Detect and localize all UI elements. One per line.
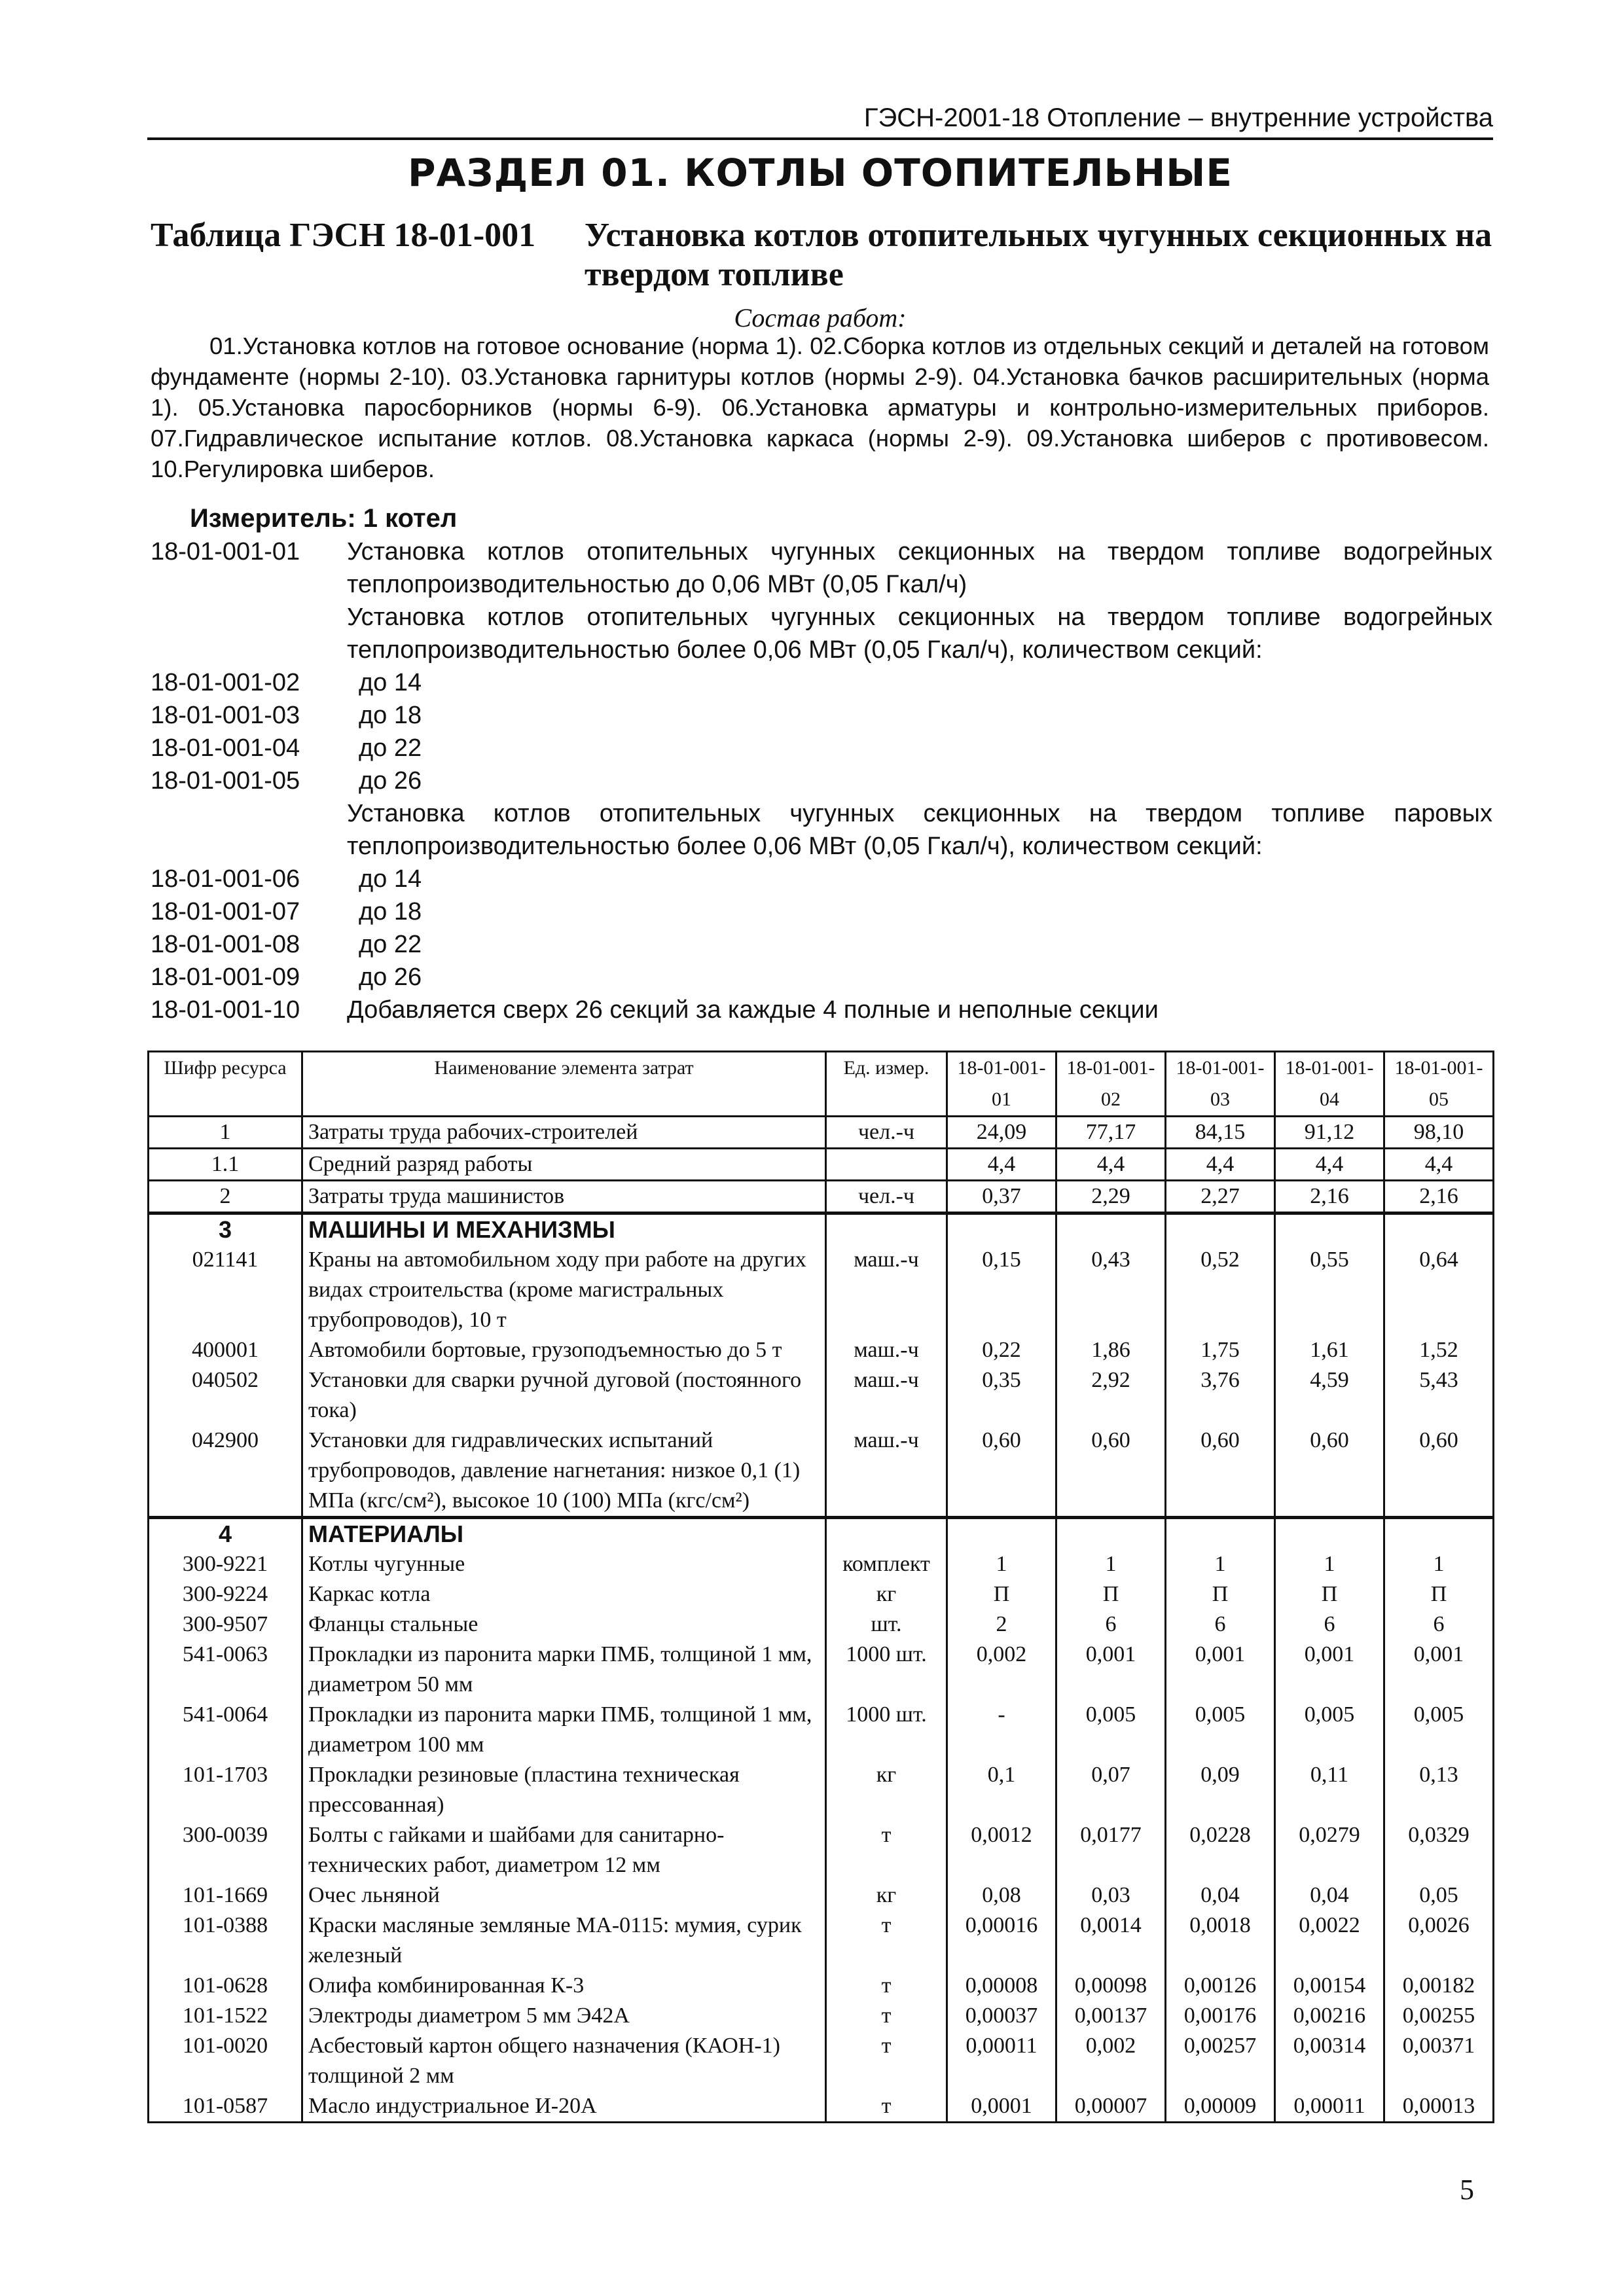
resource-name: Прокладки резиновые (пластина техническая прессованная) [302,1760,826,1820]
resource-value: 0,04 [1275,1880,1384,1911]
resource-value: 2,16 [1384,1181,1494,1213]
resource-value [1056,1213,1166,1246]
resource-value: 0,00182 [1384,1971,1494,2001]
resource-value: 0,00037 [947,2001,1056,2031]
resource-code: 042900 [149,1426,302,1518]
norm-code: 18-01-001-09 [151,963,300,991]
resource-value: 6 [1275,1609,1384,1640]
table-row [149,1609,1494,1640]
resource-value: 2,16 [1275,1181,1384,1213]
resource-value: 0,08 [947,1880,1056,1911]
resource-value: 0,005 [1166,1700,1275,1760]
resource-name: Каркас котла [302,1579,826,1609]
resource-name: Олифа комбинированная К-3 [302,1971,826,2001]
resource-value: 77,17 [1056,1117,1166,1149]
resource-value: 1,75 [1166,1335,1275,1365]
norm-code: 18-01-001-06 [151,865,300,893]
resource-value: 0,002 [1056,2031,1166,2091]
norm-code [151,797,347,863]
norm-row [151,535,1492,601]
norm-row [151,928,1492,961]
table-row [149,1426,1494,1518]
resource-name: Краски масляные земляные МА-0115: мумия, сурик железный [302,1911,826,1971]
norm-row [151,994,1492,1026]
resource-name: Масло индустриальное И-20А [302,2091,826,2123]
norm-text: Установка котлов отопительных чугунных секционных на твердом топливе водогрейных теплопроизводительностью до 0,06 МВт (0,05 Гкал/ч) [347,538,1492,598]
resource-code: 541-0064 [149,1700,302,1760]
resource-name: Асбестовый картон общего назначения (КАОН-1) толщиной 2 мм [302,2031,826,2091]
norm-text: до 26 [359,767,422,795]
resource-code: 101-1669 [149,1880,302,1911]
resource-value: 0,00007 [1056,2091,1166,2123]
resource-code: 300-9221 [149,1549,302,1579]
resource-code: 4 [149,1518,302,1550]
resource-value: 0,00009 [1166,2091,1275,2123]
resource-value: 0,00008 [947,1971,1056,2001]
resource-unit: маш.-ч [826,1335,947,1365]
resource-value: 0,00098 [1056,1971,1166,2001]
table-row [149,1911,1494,1971]
norm-text: до 18 [359,702,422,729]
resource-unit: чел.-ч [826,1117,947,1149]
resource-name: МАШИНЫ И МЕХАНИЗМЫ [302,1213,826,1246]
resource-value: 0,00126 [1166,1971,1275,2001]
resource-unit: т [826,1820,947,1880]
norm-text: до 26 [359,963,422,991]
norm-code: 18-01-001-01 [151,538,300,566]
norm-row [151,863,1492,895]
header-norm: 18-01-001-01 [947,1052,1056,1117]
resource-value: 3,76 [1166,1365,1275,1426]
resource-name: Краны на автомобильном ходу при работе на других видах строительства (кроме магистральных трубопроводов), 10 т [302,1245,826,1335]
header-code: Шифр ресурса [149,1052,302,1117]
composition-text: 01.Установка котлов на готовое основание (норма 1). 02.Сборка котлов из отдельных секций и деталей на готовом фундаменте (нормы 2-10). 03.Установка гарнитуры котлов (нормы 2-9). 04.Установка бачков расширительных (норма 1). 05.Установка паросборников (нормы 6-9). 06.Установка арматуры и контрольно-измерительных приборов. 07.Гидравлическое испытание котлов. 08.Установка каркаса (нормы 2-9). 09.Установка шиберов с противовесом. 10.Регулировка шиберов. [151,332,1489,482]
resource-value: 0,00137 [1056,2001,1166,2031]
resource-value: 0,1 [947,1760,1056,1820]
resource-value: 0,0329 [1384,1820,1494,1880]
resource-value: 0,005 [1056,1700,1166,1760]
table-row [149,1760,1494,1820]
resource-value [1275,1518,1384,1550]
resource-value: 4,4 [1166,1149,1275,1181]
table-row [149,1117,1494,1149]
table-row [149,2001,1494,2031]
resource-value: 0,00011 [947,2031,1056,2091]
resource-value: 0,001 [1275,1640,1384,1700]
resource-code: 101-0587 [149,2091,302,2123]
norm-row [151,895,1492,928]
resource-unit: шт. [826,1609,947,1640]
resource-value: 2,29 [1056,1181,1166,1213]
resource-name: Фланцы стальные [302,1609,826,1640]
resource-value: 0,60 [947,1426,1056,1518]
norm-text: до 18 [359,898,422,925]
resource-value: 1 [1384,1549,1494,1579]
norm-row [151,666,1492,699]
table-row [149,2091,1494,2123]
resource-value [1166,1518,1275,1550]
table-header-row [149,1052,1494,1117]
resource-value: 0,13 [1384,1760,1494,1820]
resource-value: 4,59 [1275,1365,1384,1426]
table-row [149,1181,1494,1213]
norm-row [151,699,1492,732]
resource-value: 0,00314 [1275,2031,1384,2091]
norm-code: 18-01-001-07 [151,898,300,925]
resource-value: 0,60 [1166,1426,1275,1518]
norm-code: 18-01-001-03 [151,702,300,729]
resource-value: 0,03 [1056,1880,1166,1911]
table-row [149,1880,1494,1911]
norm-text: Добавляется сверх 26 секций за каждые 4 полные и неполные секции [347,996,1159,1024]
meter-label: Измеритель: 1 котел [190,504,458,533]
resource-code: 040502 [149,1365,302,1426]
running-head: ГЭСН-2001-18 Отопление – внутренние устройства [147,98,1493,140]
resource-value: 0,04 [1166,1880,1275,1911]
resource-name: Установки для сварки ручной дуговой (постоянного тока) [302,1365,826,1426]
resource-value [1166,1213,1275,1246]
resource-value: 0,0001 [947,2091,1056,2123]
header-norm: 18-01-001-04 [1275,1052,1384,1117]
resource-value: 0,00176 [1166,2001,1275,2031]
resource-code: 021141 [149,1245,302,1335]
resource-value: 4,4 [1384,1149,1494,1181]
table-row [149,1549,1494,1579]
resource-value: 1,86 [1056,1335,1166,1365]
resource-value: 2 [947,1609,1056,1640]
resource-unit: маш.-ч [826,1245,947,1335]
table-row [149,1640,1494,1700]
resource-value: 0,05 [1384,1880,1494,1911]
table-row [149,1245,1494,1335]
resource-name: Котлы чугунные [302,1549,826,1579]
resource-unit: маш.-ч [826,1426,947,1518]
resource-value: 0,43 [1056,1245,1166,1335]
resource-unit: 1000 шт. [826,1700,947,1760]
resource-unit: т [826,2091,947,2123]
resource-value: 0,005 [1275,1700,1384,1760]
resource-unit: чел.-ч [826,1181,947,1213]
norm-row [151,797,1492,863]
resource-value: 0,00255 [1384,2001,1494,2031]
resource-value: 5,43 [1384,1365,1494,1426]
resource-value: 0,001 [1384,1640,1494,1700]
resource-value [1384,1518,1494,1550]
resource-value: 0,0279 [1275,1820,1384,1880]
resource-value: 6 [1056,1609,1166,1640]
resource-code: 2 [149,1181,302,1213]
resource-code: 1 [149,1117,302,1149]
resource-value: П [1056,1579,1166,1609]
resource-value: 0,09 [1166,1760,1275,1820]
table-caption-label: Таблица ГЭСН 18-01-001 [151,217,536,254]
resource-unit: т [826,2001,947,2031]
resource-value [947,1518,1056,1550]
norm-text: до 22 [359,734,422,762]
resource-value: 1,61 [1275,1335,1384,1365]
norm-code: 18-01-001-08 [151,931,300,958]
resource-value: 0,60 [1384,1426,1494,1518]
resource-value: 0,0177 [1056,1820,1166,1880]
resource-name: Автомобили бортовые, грузоподъемностью до 5 т [302,1335,826,1365]
resource-value: 0,11 [1275,1760,1384,1820]
resource-value: 1 [1166,1549,1275,1579]
resource-value: 1 [1275,1549,1384,1579]
resource-value: 0,37 [947,1181,1056,1213]
resource-value: 0,00216 [1275,2001,1384,2031]
resource-value: 0,00371 [1384,2031,1494,2091]
composition-title: Состав работ: [734,303,907,332]
resource-code: 3 [149,1213,302,1246]
resource-value: 0,55 [1275,1245,1384,1335]
resource-value: 0,00016 [947,1911,1056,1971]
resource-code: 541-0063 [149,1640,302,1700]
resource-name: Очес льняной [302,1880,826,1911]
resource-unit: кг [826,1579,947,1609]
table-row [149,1518,1494,1550]
resource-code: 400001 [149,1335,302,1365]
table-row [149,2031,1494,2091]
resource-value: 91,12 [1275,1117,1384,1149]
resource-unit: кг [826,1760,947,1820]
resource-unit [826,1518,947,1550]
resource-unit: т [826,1911,947,1971]
resource-value [1275,1213,1384,1246]
resource-name: Затраты труда рабочих-строителей [302,1117,826,1149]
resource-code: 300-9507 [149,1609,302,1640]
resource-value: П [1384,1579,1494,1609]
resource-value [947,1213,1056,1246]
norm-row [151,961,1492,994]
resource-value: П [1275,1579,1384,1609]
header-unit: Ед. измер. [826,1052,947,1117]
resource-value: 6 [1166,1609,1275,1640]
resource-value: 0,60 [1275,1426,1384,1518]
resource-name: Прокладки из паронита марки ПМБ, толщиной 1 мм, диаметром 50 мм [302,1640,826,1700]
table-row [149,1820,1494,1880]
resource-value: 2,27 [1166,1181,1275,1213]
resource-value: 0,0012 [947,1820,1056,1880]
resource-value: 0,001 [1166,1640,1275,1700]
resource-value: 0,005 [1384,1700,1494,1760]
resource-value: 0,15 [947,1245,1056,1335]
table-row [149,1700,1494,1760]
norm-text: до 14 [359,669,422,696]
resource-value: 0,00011 [1275,2091,1384,2123]
resource-value: 0,0026 [1384,1911,1494,1971]
resource-value: 1 [947,1549,1056,1579]
resource-unit: комплект [826,1549,947,1579]
resource-value: 0,60 [1056,1426,1166,1518]
resource-unit: 1000 шт. [826,1640,947,1700]
resource-code: 101-0388 [149,1911,302,1971]
resource-value: П [947,1579,1056,1609]
resource-value [1384,1213,1494,1246]
resource-value: 84,15 [1166,1117,1275,1149]
resource-name: Болты с гайками и шайбами для санитарно-технических работ, диаметром 12 мм [302,1820,826,1880]
norms-list [151,535,1492,1026]
resource-value: 0,002 [947,1640,1056,1700]
norm-row [151,732,1492,764]
section-title: РАЗДЕЛ 01. КОТЛЫ ОТОПИТЕЛЬНЫЕ [408,151,1233,195]
resource-name: Электроды диаметром 5 мм Э42А [302,2001,826,2031]
norm-text: Установка котлов отопительных чугунных секционных на твердом топливе паровых теплопроизводительностью более 0,06 МВт (0,05 Гкал/ч), количеством секций: [347,800,1492,860]
resource-value: 0,35 [947,1365,1056,1426]
norm-text: Установка котлов отопительных чугунных секционных на твердом топливе водогрейных теплопроизводительностью более 0,06 МВт (0,05 Гкал/ч), количеством секций: [347,603,1492,664]
resource-name: МАТЕРИАЛЫ [302,1518,826,1550]
norm-code: 18-01-001-04 [151,734,300,762]
resource-value: 4,4 [1275,1149,1384,1181]
resource-unit: кг [826,1880,947,1911]
resource-unit: маш.-ч [826,1365,947,1426]
norm-text: до 22 [359,931,422,958]
resource-table [147,1051,1494,2123]
norm-row [151,764,1492,797]
resource-value: 0,64 [1384,1245,1494,1335]
resource-name: Установки для гидравлических испытаний трубопроводов, давление нагнетания: низкое 0,1 (1) МПа (кгс/см²), высокое 10 (100) МПа (кгс/см²) [302,1426,826,1518]
resource-value: 0,001 [1056,1640,1166,1700]
table-row [149,1365,1494,1426]
resource-name: Средний разряд работы [302,1149,826,1181]
resource-code: 300-0039 [149,1820,302,1880]
header-norm: 18-01-001-05 [1384,1052,1494,1117]
table-row [149,1579,1494,1609]
resource-value: 0,22 [947,1335,1056,1365]
resource-value: 2,92 [1056,1365,1166,1426]
resource-value [1056,1518,1166,1550]
norm-code [151,601,347,666]
resource-value: 24,09 [947,1117,1056,1149]
resource-value: 6 [1384,1609,1494,1640]
resource-value: 0,0018 [1166,1911,1275,1971]
resource-value: П [1166,1579,1275,1609]
resource-code: 101-1703 [149,1760,302,1820]
resource-value: 0,00154 [1275,1971,1384,2001]
resource-value: 0,0228 [1166,1820,1275,1880]
resource-value: 98,10 [1384,1117,1494,1149]
resource-value: - [947,1700,1056,1760]
resource-unit: т [826,2031,947,2091]
resource-value: 0,52 [1166,1245,1275,1335]
header-norm: 18-01-001-03 [1166,1052,1275,1117]
table-row [149,1149,1494,1181]
resource-name: Прокладки из паронита марки ПМБ, толщиной 1 мм, диаметром 100 мм [302,1700,826,1760]
resource-value: 0,07 [1056,1760,1166,1820]
norm-text: до 14 [359,865,422,893]
resource-value: 0,00013 [1384,2091,1494,2123]
resource-value: 1,52 [1384,1335,1494,1365]
table-caption-title: Установка котлов отопительных чугунных секционных на твердом топливе [585,217,1492,293]
header-name: Наименование элемента затрат [302,1052,826,1117]
resource-value: 4,4 [1056,1149,1166,1181]
resource-code: 101-0628 [149,1971,302,2001]
table-row [149,1971,1494,2001]
table-row [149,1213,1494,1246]
norm-code: 18-01-001-10 [151,996,300,1024]
resource-value: 0,0022 [1275,1911,1384,1971]
header-norm: 18-01-001-02 [1056,1052,1166,1117]
resource-code: 300-9224 [149,1579,302,1609]
resource-code: 101-1522 [149,2001,302,2031]
resource-unit [826,1213,947,1246]
resource-name: Затраты труда машинистов [302,1181,826,1213]
resource-unit: т [826,1971,947,2001]
norm-code: 18-01-001-02 [151,669,300,696]
norm-code: 18-01-001-05 [151,767,300,795]
table-row [149,1335,1494,1365]
resource-unit [826,1149,947,1181]
norm-row [151,601,1492,666]
resource-value: 1 [1056,1549,1166,1579]
resource-value: 0,0014 [1056,1911,1166,1971]
resource-code: 101-0020 [149,2031,302,2091]
page-number: 5 [1460,2174,1474,2206]
resource-value: 0,00257 [1166,2031,1275,2091]
resource-code: 1.1 [149,1149,302,1181]
resource-value: 4,4 [947,1149,1056,1181]
